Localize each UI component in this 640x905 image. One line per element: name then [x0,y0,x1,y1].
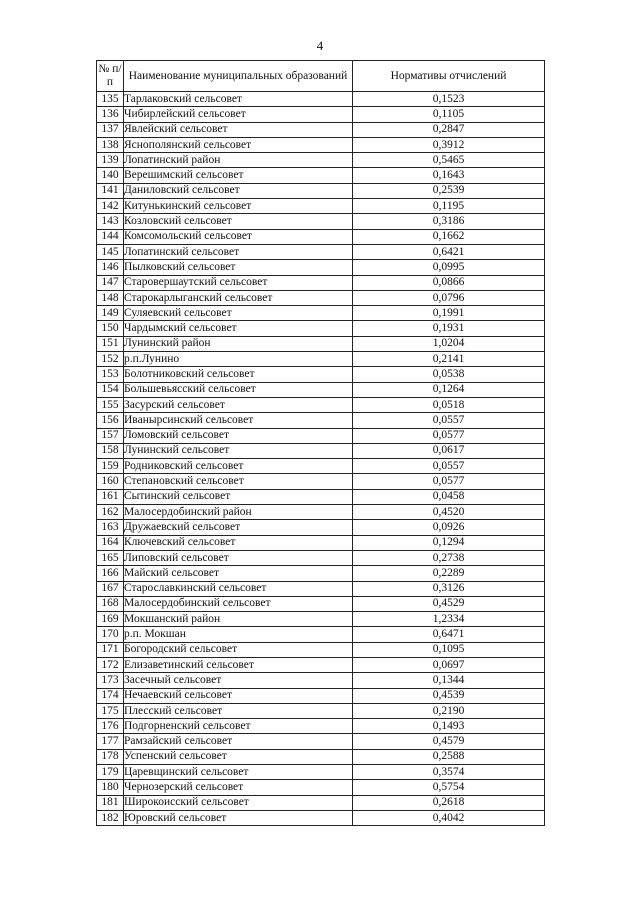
table-row [97,688,545,703]
row-number: 160 [97,474,124,489]
row-name: Дружаевский сельсовет [124,520,353,535]
table-row [97,703,545,718]
row-number: 141 [97,183,124,198]
table-row [97,321,545,336]
row-number: 156 [97,413,124,428]
row-number: 173 [97,673,124,688]
table-row [97,489,545,504]
table-row [97,443,545,458]
row-name: Елизаветинский сельсовет [124,657,353,672]
table-row [97,612,545,627]
row-number: 154 [97,382,124,397]
row-name: Даниловский сельсовет [124,183,353,198]
row-value: 0,1662 [353,229,545,244]
row-name: Верешимский сельсовет [124,168,353,183]
row-value: 0,3186 [353,214,545,229]
row-value: 0,1264 [353,382,545,397]
row-name: р.п. Мокшан [124,627,353,642]
table-row [97,336,545,351]
row-name: Успенский сельсовет [124,749,353,764]
row-value: 0,6471 [353,627,545,642]
row-name: Нечаевский сельсовет [124,688,353,703]
row-name: р.п.Лунино [124,352,353,367]
row-name: Тарлаковский сельсовет [124,92,353,107]
row-number: 175 [97,703,124,718]
row-number: 164 [97,535,124,550]
row-value: 0,1105 [353,107,545,122]
row-value: 0,1493 [353,719,545,734]
row-value: 0,1195 [353,199,545,214]
row-value: 0,4579 [353,734,545,749]
row-name: Мокшанский район [124,612,353,627]
row-number: 148 [97,290,124,305]
row-name: Плесский сельсовет [124,703,353,718]
row-number: 179 [97,765,124,780]
row-value: 0,5465 [353,153,545,168]
table-row [97,780,545,795]
row-value: 0,0557 [353,413,545,428]
header-name: Наименование муниципальных образований [124,61,353,92]
page-number: 4 [316,38,324,53]
row-name: Комсомольский сельсовет [124,229,353,244]
table-row [97,520,545,535]
table-row [97,290,545,305]
row-number: 165 [97,550,124,565]
header-number: № п/п [97,61,124,92]
row-value: 0,1344 [353,673,545,688]
table-row [97,719,545,734]
table-row [97,275,545,290]
row-value: 0,4539 [353,688,545,703]
row-number: 174 [97,688,124,703]
table-row [97,749,545,764]
row-number: 177 [97,734,124,749]
table-row [97,673,545,688]
row-value: 0,1523 [353,92,545,107]
row-number: 137 [97,122,124,137]
row-name: Чардымский сельсовет [124,321,353,336]
row-value: 0,0458 [353,489,545,504]
row-number: 163 [97,520,124,535]
row-value: 0,0518 [353,397,545,412]
table-row [97,810,545,825]
row-value: 0,2618 [353,795,545,810]
row-number: 138 [97,137,124,152]
row-number: 136 [97,107,124,122]
row-number: 151 [97,336,124,351]
table-row [97,795,545,810]
row-name: Засурский сельсовет [124,397,353,412]
row-number: 161 [97,489,124,504]
row-number: 168 [97,596,124,611]
row-name: Болотниковский сельсовет [124,367,353,382]
row-value: 0,0926 [353,520,545,535]
row-name: Старовершаутский сельсовет [124,275,353,290]
row-value: 0,5754 [353,780,545,795]
table-row [97,596,545,611]
row-value: 0,4529 [353,596,545,611]
row-name: Юровский сельсовет [124,810,353,825]
row-number: 147 [97,275,124,290]
table-row [97,183,545,198]
row-value: 0,0697 [353,657,545,672]
row-number: 171 [97,642,124,657]
row-value: 1,0204 [353,336,545,351]
row-name: Большевьясский сельсовет [124,382,353,397]
table-row [97,92,545,107]
row-number: 176 [97,719,124,734]
row-value: 0,0538 [353,367,545,382]
row-number: 143 [97,214,124,229]
row-number: 170 [97,627,124,642]
row-name: Степановский сельсовет [124,474,353,489]
table-row [97,260,545,275]
row-number: 162 [97,505,124,520]
row-name: Яснополянский сельсовет [124,137,353,152]
row-number: 140 [97,168,124,183]
table-row [97,413,545,428]
table-row [97,535,545,550]
row-name: Малосердобинский район [124,505,353,520]
row-name: Явлейский сельсовет [124,122,353,137]
table-row [97,474,545,489]
row-number: 178 [97,749,124,764]
row-value: 0,1931 [353,321,545,336]
row-value: 0,2141 [353,352,545,367]
row-number: 144 [97,229,124,244]
table-row [97,122,545,137]
row-number: 167 [97,581,124,596]
row-value: 0,2190 [353,703,545,718]
table-row [97,382,545,397]
row-name: Липовский сельсовет [124,550,353,565]
table-row [97,627,545,642]
table-row [97,642,545,657]
row-name: Суляевский сельсовет [124,306,353,321]
row-number: 152 [97,352,124,367]
row-number: 145 [97,244,124,259]
row-name: Рамзайский сельсовет [124,734,353,749]
row-number: 172 [97,657,124,672]
row-value: 0,2588 [353,749,545,764]
row-number: 169 [97,612,124,627]
table-row [97,199,545,214]
table-row [97,168,545,183]
row-name: Чернозерский сельсовет [124,780,353,795]
row-value: 0,3912 [353,137,545,152]
row-value: 0,0577 [353,428,545,443]
table-row [97,367,545,382]
row-name: Лунинский сельсовет [124,443,353,458]
row-value: 0,6421 [353,244,545,259]
row-value: 0,0557 [353,459,545,474]
table-row [97,306,545,321]
row-number: 150 [97,321,124,336]
row-number: 139 [97,153,124,168]
table-row [97,734,545,749]
table-row [97,657,545,672]
row-name: Китунькинский сельсовет [124,199,353,214]
row-value: 0,3126 [353,581,545,596]
row-name: Старокарлыганский сельсовет [124,290,353,305]
row-value: 0,2738 [353,550,545,565]
table-row [97,581,545,596]
table-row [97,397,545,412]
row-number: 181 [97,795,124,810]
row-value: 0,1294 [353,535,545,550]
row-value: 0,3574 [353,765,545,780]
row-name: Подгорненский сельсовет [124,719,353,734]
row-name: Лопатинский район [124,153,353,168]
table-row [97,459,545,474]
row-value: 0,0617 [353,443,545,458]
row-number: 153 [97,367,124,382]
row-number: 159 [97,459,124,474]
row-value: 1,2334 [353,612,545,627]
table-row [97,765,545,780]
row-number: 157 [97,428,124,443]
table-row [97,428,545,443]
row-value: 0,0796 [353,290,545,305]
row-value: 0,4042 [353,810,545,825]
row-name: Засечный сельсовет [124,673,353,688]
table-row [97,550,545,565]
table-row [97,505,545,520]
table-body [97,92,545,826]
row-name: Ключевский сельсовет [124,535,353,550]
row-name: Чибирлейский сельсовет [124,107,353,122]
row-name: Старославкинский сельсовет [124,581,353,596]
row-name: Широкоисский сельсовет [124,795,353,810]
row-name: Иванырсинский сельсовет [124,413,353,428]
row-value: 0,1991 [353,306,545,321]
row-value: 0,2847 [353,122,545,137]
row-value: 0,1643 [353,168,545,183]
row-name: Пылковский сельсовет [124,260,353,275]
table-row [97,137,545,152]
table-row [97,352,545,367]
table-row [97,244,545,259]
row-name: Богородский сельсовет [124,642,353,657]
row-number: 180 [97,780,124,795]
row-number: 182 [97,810,124,825]
row-value: 0,1095 [353,642,545,657]
row-value: 0,2539 [353,183,545,198]
row-number: 135 [97,92,124,107]
table-row [97,214,545,229]
row-name: Майский сельсовет [124,566,353,581]
row-value: 0,2289 [353,566,545,581]
row-name: Царевщинский сельсовет [124,765,353,780]
row-name: Родниковский сельсовет [124,459,353,474]
row-number: 149 [97,306,124,321]
row-number: 146 [97,260,124,275]
row-value: 0,0577 [353,474,545,489]
row-value: 0,4520 [353,505,545,520]
row-name: Лунинский район [124,336,353,351]
header-value: Нормативы отчислений [353,61,545,92]
row-value: 0,0866 [353,275,545,290]
row-name: Ломовский сельсовет [124,428,353,443]
row-name: Козловский сельсовет [124,214,353,229]
table-row [97,107,545,122]
row-name: Малосердобинский сельсовет [124,596,353,611]
table-row [97,566,545,581]
row-number: 158 [97,443,124,458]
table-header-row [97,61,545,92]
row-number: 166 [97,566,124,581]
row-number: 155 [97,397,124,412]
row-value: 0,0995 [353,260,545,275]
row-number: 142 [97,199,124,214]
table-row [97,153,545,168]
table-row [97,229,545,244]
norms-table [96,60,545,826]
row-name: Сытинский сельсовет [124,489,353,504]
row-name: Лопатинский сельсовет [124,244,353,259]
